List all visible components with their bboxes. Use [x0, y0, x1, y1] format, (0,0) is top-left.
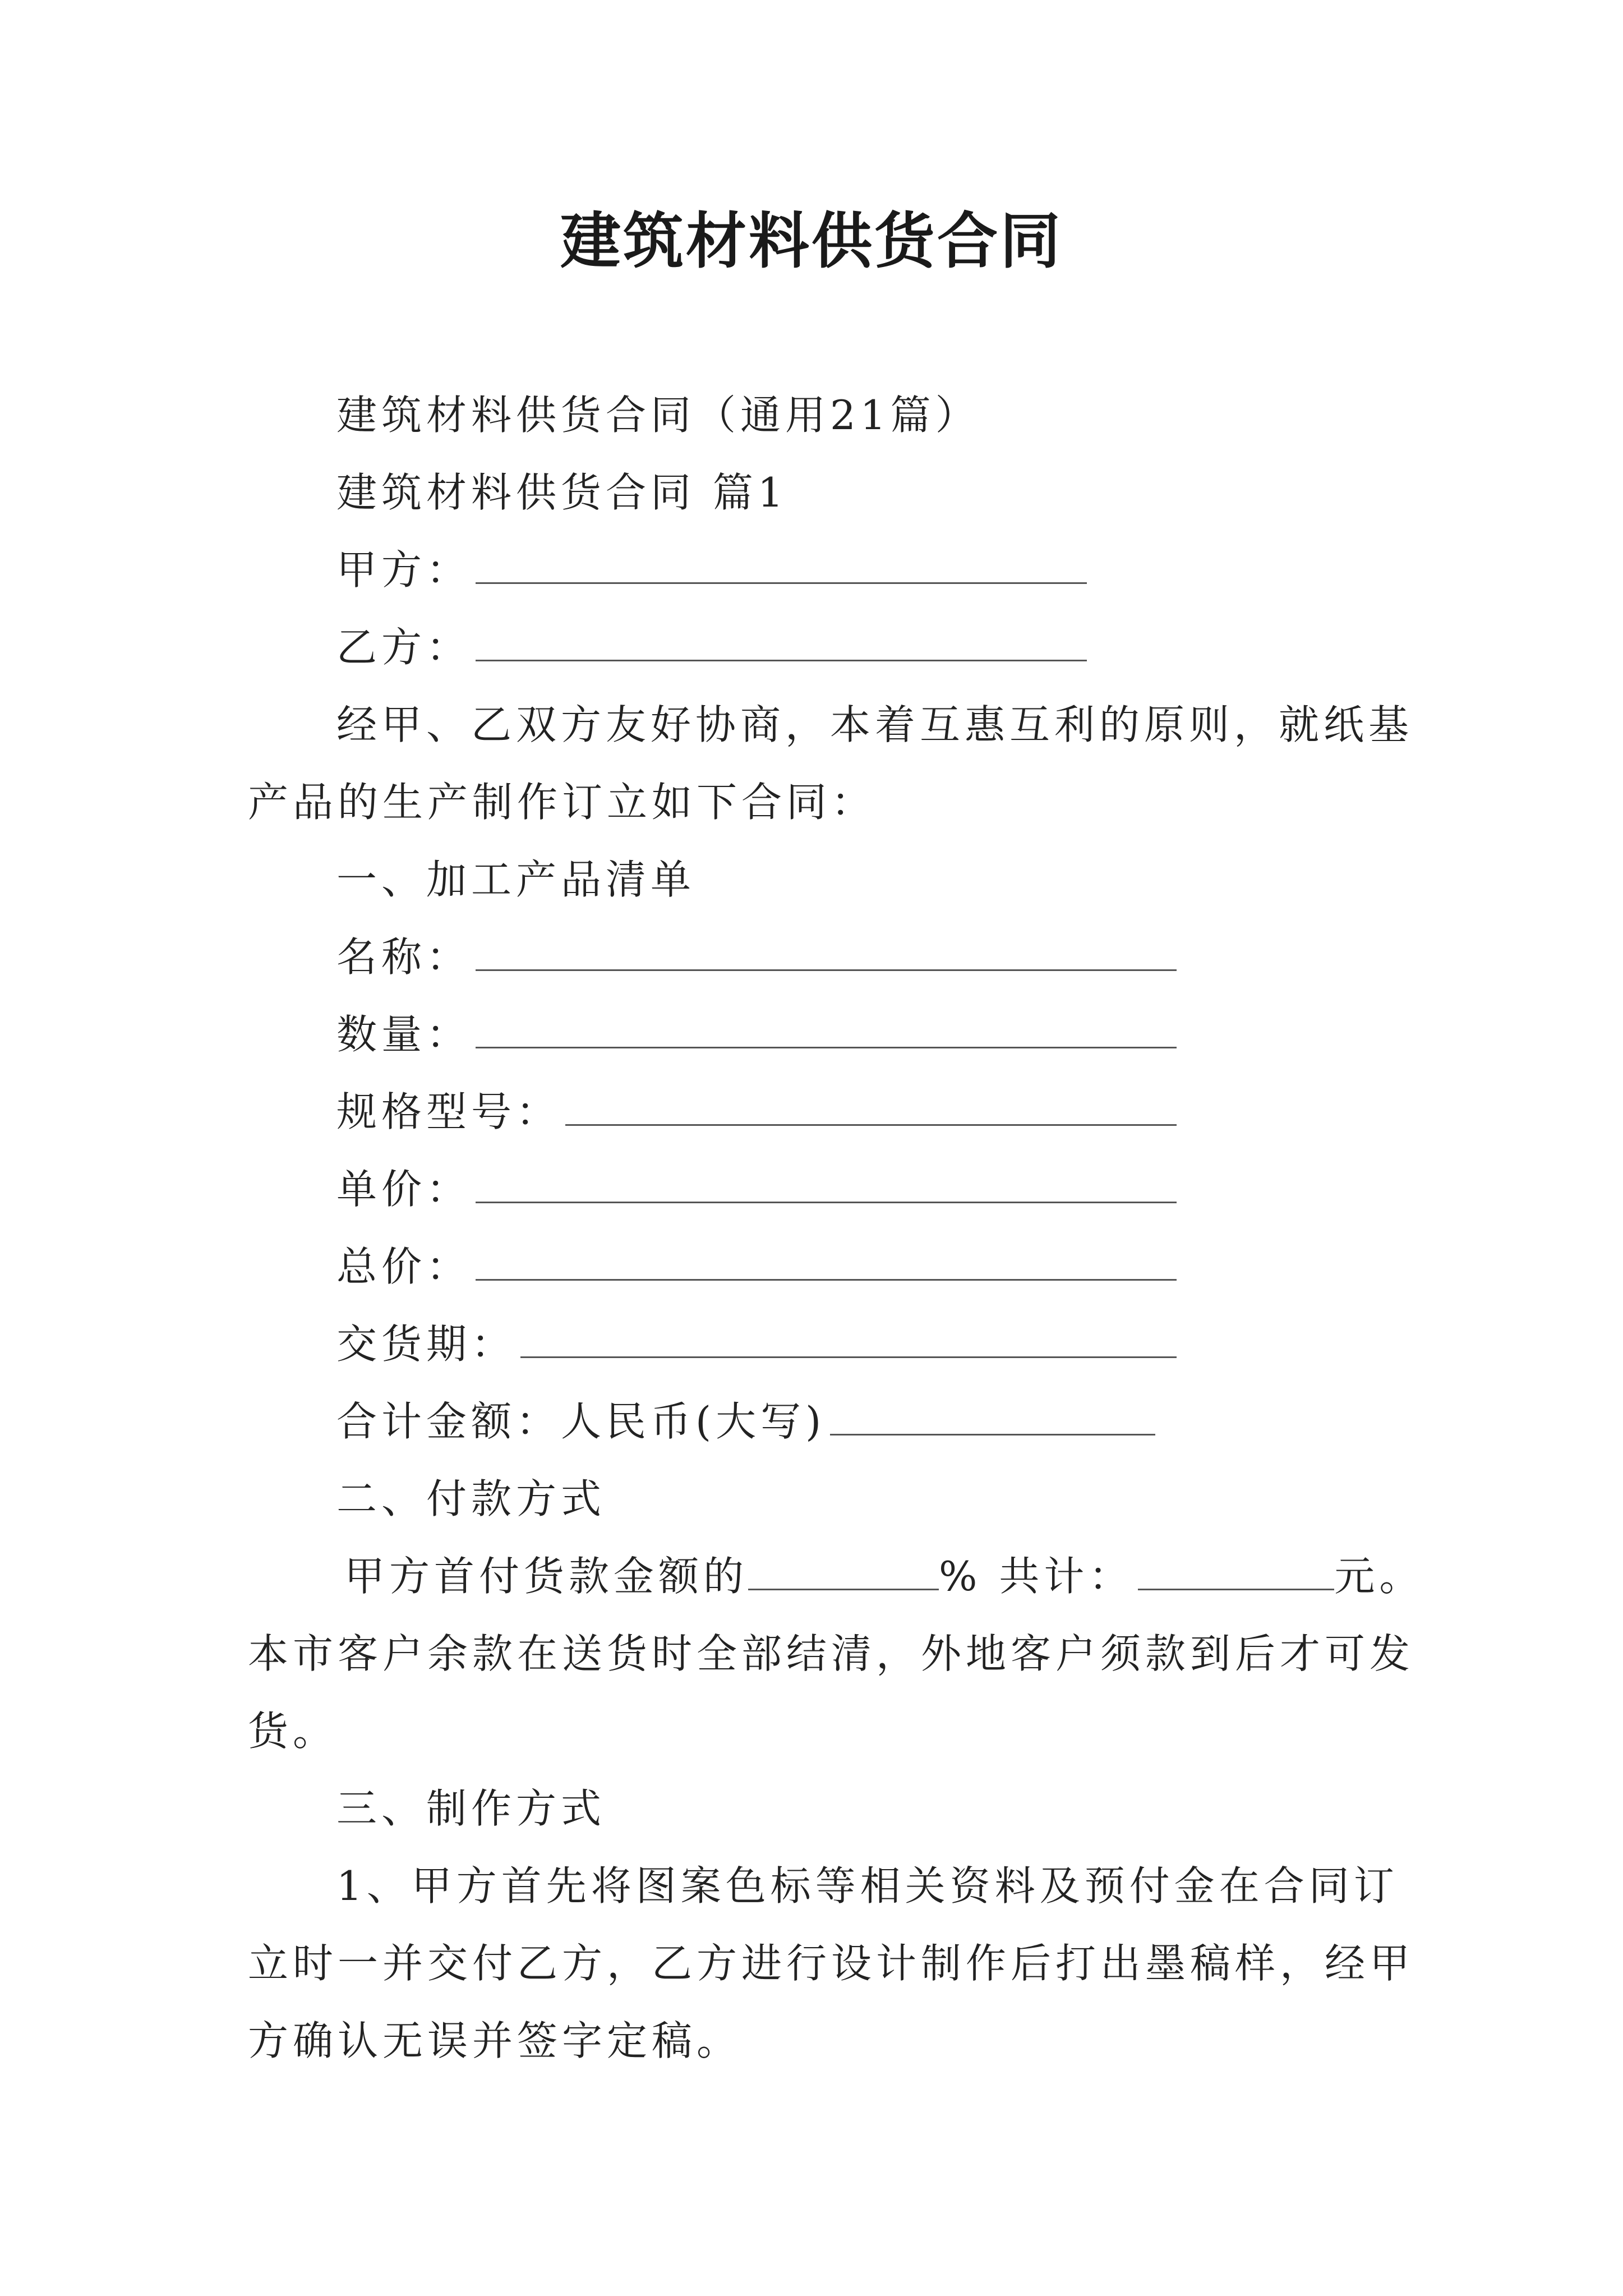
delivery-label: 交货期：	[336, 1320, 517, 1368]
unit-price-blank	[476, 1168, 1177, 1203]
amount-line	[336, 1395, 1155, 1448]
clause-2-heading: 二、付款方式	[336, 1475, 606, 1522]
section-heading: 建筑材料供货合同 篇1	[336, 469, 788, 516]
intro-line-1: 经甲、乙双方友好协商，本着互惠互利的原则，就纸基	[336, 701, 1414, 748]
payment-text-c: 元。	[1334, 1553, 1424, 1600]
amount-blank	[830, 1400, 1155, 1435]
party-b-label: 乙方：	[336, 624, 472, 671]
production-line-3: 方确认无误并签字定稿。	[248, 2017, 742, 2064]
party-a-line	[336, 543, 1087, 597]
delivery-line	[336, 1317, 1177, 1371]
quantity-line	[336, 1007, 1177, 1061]
payment-line-2: 本市客户余款在送货时全部结清，外地客户须款到后才可发	[248, 1630, 1415, 1677]
party-b-blank	[476, 626, 1087, 661]
total-blank	[1138, 1555, 1334, 1590]
delivery-blank	[520, 1323, 1177, 1358]
spec-line	[336, 1085, 1177, 1139]
document-title: 建筑材料供货合同	[560, 206, 1063, 277]
quantity-label: 数量：	[336, 1011, 472, 1058]
total-price-label: 总价：	[336, 1243, 472, 1290]
clause-3-heading: 三、制作方式	[336, 1785, 606, 1832]
production-line-1: 1、甲方首先将图案色标等相关资料及预付金在合同订	[336, 1862, 1399, 1910]
payment-line-1	[344, 1549, 1424, 1603]
unit-price-line	[336, 1162, 1177, 1216]
percent-blank	[748, 1555, 939, 1590]
payment-line-3: 货。	[248, 1708, 338, 1755]
name-line	[336, 930, 1177, 984]
payment-text-a: 甲方首付货款金额的	[344, 1553, 749, 1600]
spec-label: 规格型号：	[336, 1088, 561, 1135]
clause-1-heading: 一、加工产品清单	[336, 856, 696, 903]
name-blank	[476, 936, 1177, 971]
quantity-blank	[476, 1013, 1177, 1048]
spec-blank	[565, 1091, 1177, 1126]
total-price-line	[336, 1240, 1177, 1294]
amount-label: 合计金额：人民币(大写)	[336, 1398, 826, 1445]
production-line-2: 立时一并交付乙方，乙方进行设计制作后打出墨稿样，经甲	[248, 1940, 1415, 1987]
document-subtitle: 建筑材料供货合同（通用21篇）	[336, 392, 980, 439]
party-b-line	[336, 620, 1087, 674]
payment-text-b: % 共计：	[939, 1553, 1134, 1600]
total-price-blank	[476, 1245, 1177, 1281]
party-a-label: 甲方：	[336, 546, 472, 593]
party-a-blank	[476, 549, 1087, 584]
name-label: 名称：	[336, 933, 472, 981]
intro-line-2: 产品的生产制作订立如下合同：	[248, 779, 877, 826]
unit-price-label: 单价：	[336, 1166, 472, 1213]
